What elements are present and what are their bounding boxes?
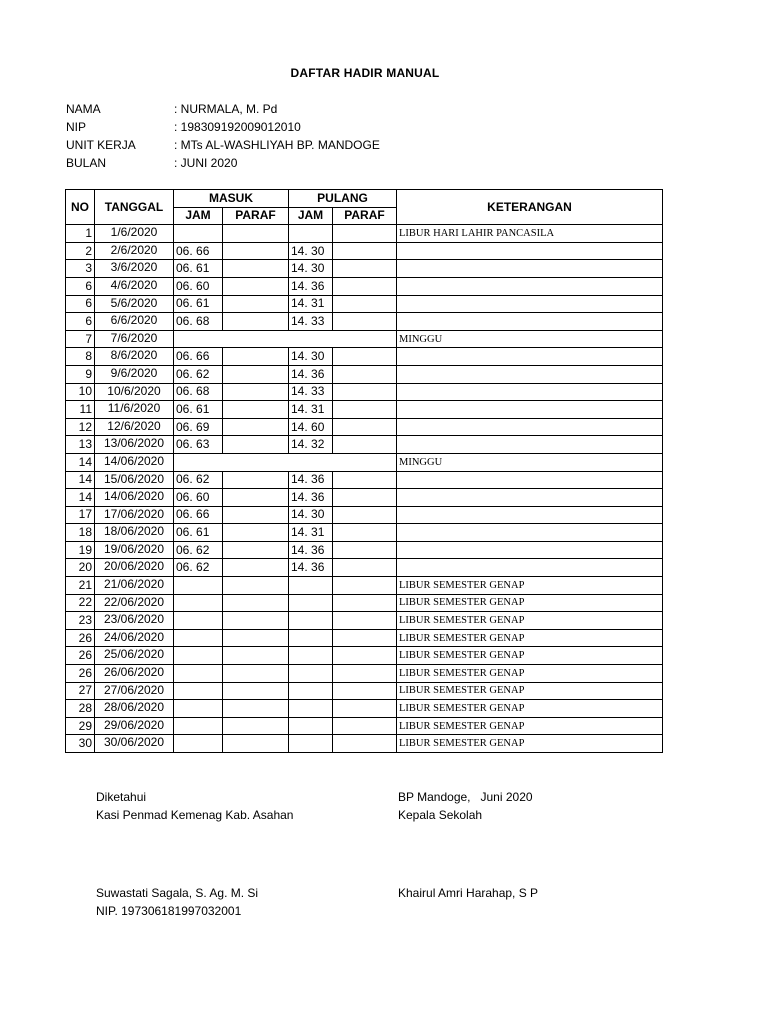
cell-keterangan <box>397 401 663 419</box>
cell-tanggal: 19/06/2020 <box>95 541 174 559</box>
cell-pulang-jam: 14. 31 <box>289 524 333 542</box>
cell-masuk-jam: 06. 68 <box>174 383 223 401</box>
cell-pulang-jam: 14. 36 <box>289 489 333 507</box>
info-label: NIP <box>66 120 87 134</box>
cell-masuk-jam <box>174 700 223 718</box>
cell-pulang-jam <box>289 735 333 753</box>
cell-tanggal: 27/06/2020 <box>95 682 174 700</box>
cell-pulang-paraf <box>333 242 397 260</box>
cell-no: 3 <box>66 260 95 278</box>
cell-keterangan: LIBUR SEMESTER GENAP <box>397 700 663 718</box>
table-row <box>66 594 663 612</box>
cell-pulang-paraf <box>333 647 397 665</box>
cell-pulang-paraf <box>333 559 397 577</box>
cell-no: 22 <box>66 594 95 612</box>
table-row <box>66 383 663 401</box>
cell-keterangan <box>397 383 663 401</box>
header-masuk: MASUK <box>174 190 289 208</box>
cell-tanggal: 20/06/2020 <box>95 559 174 577</box>
table-row <box>66 541 663 559</box>
cell-keterangan <box>397 242 663 260</box>
cell-masuk-paraf <box>223 682 289 700</box>
cell-pulang-jam: 14. 36 <box>289 559 333 577</box>
cell-masuk-jam <box>174 665 223 683</box>
cell-no: 6 <box>66 313 95 331</box>
cell-keterangan <box>397 260 663 278</box>
info-value: : NURMALA, M. Pd <box>174 102 278 116</box>
table-row <box>66 489 663 507</box>
table-row <box>66 418 663 436</box>
document-title: DAFTAR HADIR MANUAL <box>290 66 440 80</box>
cell-masuk-paraf <box>223 577 289 595</box>
cell-masuk-paraf <box>223 471 289 489</box>
table-row <box>66 524 663 542</box>
cell-tanggal: 1/6/2020 <box>95 225 174 243</box>
cell-masuk-paraf <box>223 506 289 524</box>
table-row <box>66 471 663 489</box>
cell-keterangan: LIBUR SEMESTER GENAP <box>397 735 663 753</box>
cell-pulang-jam <box>289 682 333 700</box>
cell-masuk-paraf <box>223 559 289 577</box>
cell-no: 12 <box>66 418 95 436</box>
cell-masuk-jam: 06. 61 <box>174 295 223 313</box>
cell-masuk-paraf <box>223 717 289 735</box>
cell-pulang-paraf <box>333 629 397 647</box>
cell-masuk-paraf <box>223 348 289 366</box>
cell-pulang-jam <box>289 647 333 665</box>
table-row <box>66 348 663 366</box>
cell-no: 14 <box>66 453 95 471</box>
cell-pulang-jam <box>289 717 333 735</box>
cell-pulang-jam: 14. 60 <box>289 418 333 436</box>
header-no: NO <box>66 190 95 225</box>
cell-keterangan <box>397 313 663 331</box>
cell-pulang-jam: 14. 31 <box>289 401 333 419</box>
cell-pulang-paraf <box>333 401 397 419</box>
cell-masuk-jam: 06. 62 <box>174 365 223 383</box>
cell-masuk-paraf <box>223 700 289 718</box>
cell-masuk-jam: 06. 66 <box>174 348 223 366</box>
cell-masuk-jam <box>174 612 223 630</box>
header-pulang: PULANG <box>289 190 397 208</box>
table-row <box>66 577 663 595</box>
cell-pulang-paraf <box>333 489 397 507</box>
cell-no: 26 <box>66 629 95 647</box>
cell-pulang-paraf <box>333 506 397 524</box>
cell-keterangan <box>397 365 663 383</box>
table-row <box>66 277 663 295</box>
cell-keterangan <box>397 506 663 524</box>
cell-masuk-jam <box>174 629 223 647</box>
info-row-nip <box>66 118 380 136</box>
cell-masuk-jam: 06. 66 <box>174 242 223 260</box>
cell-tanggal: 29/06/2020 <box>95 717 174 735</box>
table-row <box>66 735 663 753</box>
cell-pulang-jam: 14. 36 <box>289 541 333 559</box>
cell-masuk-jam: 06. 62 <box>174 559 223 577</box>
cell-pulang-paraf <box>333 577 397 595</box>
signature-left <box>96 788 293 824</box>
info-label: BULAN <box>66 156 107 170</box>
cell-no: 2 <box>66 242 95 260</box>
attendance-table <box>65 189 663 753</box>
cell-pulang-paraf <box>333 313 397 331</box>
cell-no: 21 <box>66 577 95 595</box>
signature-right-name-block <box>398 884 538 902</box>
table-row <box>66 330 663 348</box>
cell-tanggal: 10/6/2020 <box>95 383 174 401</box>
table-row <box>66 717 663 735</box>
cell-masuk-paraf <box>223 260 289 278</box>
info-value: : JUNI 2020 <box>174 156 238 170</box>
cell-pulang-paraf <box>333 365 397 383</box>
cell-keterangan <box>397 471 663 489</box>
cell-masuk-jam <box>174 735 223 753</box>
table-row <box>66 313 663 331</box>
cell-tanggal: 11/6/2020 <box>95 401 174 419</box>
signature-right-line2: Kepala Sekolah <box>398 808 483 822</box>
cell-tanggal: 13/06/2020 <box>95 436 174 454</box>
cell-keterangan <box>397 541 663 559</box>
cell-masuk-paraf <box>223 629 289 647</box>
cell-no: 30 <box>66 735 95 753</box>
signature-right <box>398 788 533 824</box>
cell-keterangan: LIBUR SEMESTER GENAP <box>397 629 663 647</box>
cell-tanggal: 4/6/2020 <box>95 277 174 295</box>
cell-tanggal: 15/06/2020 <box>95 471 174 489</box>
cell-pulang-paraf <box>333 524 397 542</box>
cell-pulang-paraf <box>333 682 397 700</box>
signature-left-nip: NIP. 197306181997032001 <box>96 904 242 918</box>
cell-masuk-paraf <box>223 383 289 401</box>
table-row <box>66 225 663 243</box>
cell-masuk-paraf <box>223 313 289 331</box>
cell-no: 11 <box>66 401 95 419</box>
cell-masuk-jam: 06. 62 <box>174 471 223 489</box>
header-masuk-jam: JAM <box>174 207 223 225</box>
cell-pulang-jam: 14. 33 <box>289 313 333 331</box>
cell-masuk-paraf <box>223 594 289 612</box>
header-tanggal: TANGGAL <box>95 190 174 225</box>
cell-masuk-paraf <box>223 647 289 665</box>
cell-masuk-jam <box>174 682 223 700</box>
cell-pulang-jam <box>289 700 333 718</box>
cell-masuk-paraf <box>223 242 289 260</box>
cell-tanggal: 2/6/2020 <box>95 242 174 260</box>
table-row <box>66 700 663 718</box>
cell-masuk-paraf <box>223 735 289 753</box>
table-row <box>66 506 663 524</box>
cell-tanggal: 30/06/2020 <box>95 735 174 753</box>
table-row <box>66 665 663 683</box>
cell-keterangan <box>397 524 663 542</box>
cell-no: 19 <box>66 541 95 559</box>
cell-pulang-jam: 14. 33 <box>289 383 333 401</box>
cell-no: 6 <box>66 277 95 295</box>
cell-masuk-jam: 06. 60 <box>174 489 223 507</box>
cell-no: 26 <box>66 665 95 683</box>
table-row <box>66 436 663 454</box>
cell-keterangan <box>397 348 663 366</box>
cell-masuk-jam: 06. 61 <box>174 524 223 542</box>
cell-no: 9 <box>66 365 95 383</box>
cell-masuk-jam: 06. 62 <box>174 541 223 559</box>
cell-keterangan: LIBUR SEMESTER GENAP <box>397 717 663 735</box>
cell-keterangan <box>397 489 663 507</box>
cell-masuk-jam <box>174 717 223 735</box>
cell-masuk-paraf <box>223 436 289 454</box>
table-row <box>66 612 663 630</box>
cell-no: 8 <box>66 348 95 366</box>
info-row-bulan <box>66 154 380 172</box>
signature-left-name-block <box>96 884 258 920</box>
cell-tanggal: 24/06/2020 <box>95 629 174 647</box>
table-row <box>66 453 663 471</box>
table-row <box>66 559 663 577</box>
cell-no: 1 <box>66 225 95 243</box>
cell-masuk-jam: 06. 68 <box>174 313 223 331</box>
cell-tanggal: 9/6/2020 <box>95 365 174 383</box>
cell-tanggal: 3/6/2020 <box>95 260 174 278</box>
cell-keterangan: LIBUR SEMESTER GENAP <box>397 665 663 683</box>
signature-right-name: Khairul Amri Harahap, S P <box>398 886 539 900</box>
cell-pulang-paraf <box>333 541 397 559</box>
cell-pulang-jam: 14. 30 <box>289 242 333 260</box>
cell-tanggal: 8/6/2020 <box>95 348 174 366</box>
cell-no: 14 <box>66 489 95 507</box>
cell-pulang-paraf <box>333 735 397 753</box>
info-label: NAMA <box>66 102 101 116</box>
header-keterangan: KETERANGAN <box>397 190 663 225</box>
cell-masuk-jam: 06. 66 <box>174 506 223 524</box>
cell-pulang-paraf <box>333 700 397 718</box>
cell-tanggal: 12/6/2020 <box>95 418 174 436</box>
cell-masuk-jam: 06. 61 <box>174 260 223 278</box>
cell-pulang-paraf <box>333 717 397 735</box>
cell-masuk-jam: 06. 60 <box>174 277 223 295</box>
cell-keterangan: LIBUR SEMESTER GENAP <box>397 647 663 665</box>
cell-keterangan: LIBUR SEMESTER GENAP <box>397 612 663 630</box>
cell-pulang-paraf <box>333 348 397 366</box>
cell-pulang-jam: 14. 30 <box>289 260 333 278</box>
info-row-unit-kerja <box>66 136 380 154</box>
cell-pulang-jam <box>289 612 333 630</box>
cell-keterangan: LIBUR HARI LAHIR PANCASILA <box>397 225 663 243</box>
cell-empty-merged <box>174 453 397 471</box>
cell-tanggal: 14/06/2020 <box>95 489 174 507</box>
cell-tanggal: 25/06/2020 <box>95 647 174 665</box>
cell-keterangan: LIBUR SEMESTER GENAP <box>397 577 663 595</box>
cell-pulang-paraf <box>333 277 397 295</box>
cell-pulang-jam <box>289 629 333 647</box>
cell-masuk-paraf <box>223 225 289 243</box>
cell-no: 18 <box>66 524 95 542</box>
cell-masuk-paraf <box>223 295 289 313</box>
cell-no: 27 <box>66 682 95 700</box>
cell-tanggal: 26/06/2020 <box>95 665 174 683</box>
cell-pulang-paraf <box>333 436 397 454</box>
cell-empty-merged <box>174 330 397 348</box>
cell-no: 23 <box>66 612 95 630</box>
header-masuk-paraf: PARAF <box>223 207 289 225</box>
table-row <box>66 647 663 665</box>
table-row <box>66 260 663 278</box>
cell-keterangan <box>397 436 663 454</box>
cell-pulang-paraf <box>333 225 397 243</box>
cell-masuk-jam: 06. 63 <box>174 436 223 454</box>
cell-no: 14 <box>66 471 95 489</box>
cell-pulang-jam <box>289 594 333 612</box>
cell-masuk-paraf <box>223 489 289 507</box>
cell-keterangan <box>397 277 663 295</box>
table-row <box>66 365 663 383</box>
cell-masuk-paraf <box>223 277 289 295</box>
cell-no: 28 <box>66 700 95 718</box>
cell-tanggal: 21/06/2020 <box>95 577 174 595</box>
cell-pulang-jam: 14. 32 <box>289 436 333 454</box>
cell-pulang-paraf <box>333 471 397 489</box>
cell-tanggal: 7/6/2020 <box>95 330 174 348</box>
info-label: UNIT KERJA <box>66 138 136 152</box>
signature-right-line1: BP Mandoge, Juni 2020 <box>398 790 533 804</box>
cell-tanggal: 6/6/2020 <box>95 313 174 331</box>
cell-tanggal: 23/06/2020 <box>95 612 174 630</box>
cell-pulang-jam: 14. 30 <box>289 348 333 366</box>
cell-tanggal: 5/6/2020 <box>95 295 174 313</box>
cell-pulang-paraf <box>333 418 397 436</box>
cell-pulang-paraf <box>333 665 397 683</box>
cell-pulang-jam: 14. 31 <box>289 295 333 313</box>
header-pulang-paraf: PARAF <box>333 207 397 225</box>
header-pulang-jam: JAM <box>289 207 333 225</box>
table-row <box>66 295 663 313</box>
cell-pulang-jam <box>289 577 333 595</box>
cell-tanggal: 22/06/2020 <box>95 594 174 612</box>
info-value: : 198309192009012010 <box>174 120 301 134</box>
cell-tanggal: 17/06/2020 <box>95 506 174 524</box>
cell-no: 17 <box>66 506 95 524</box>
cell-no: 26 <box>66 647 95 665</box>
cell-pulang-jam: 14. 36 <box>289 471 333 489</box>
cell-masuk-paraf <box>223 418 289 436</box>
cell-pulang-paraf <box>333 594 397 612</box>
cell-masuk-paraf <box>223 665 289 683</box>
cell-keterangan: LIBUR SEMESTER GENAP <box>397 594 663 612</box>
cell-keterangan <box>397 295 663 313</box>
cell-no: 7 <box>66 330 95 348</box>
cell-masuk-paraf <box>223 612 289 630</box>
signature-left-line2: Kasi Penmad Kemenag Kab. Asahan <box>96 808 294 822</box>
cell-tanggal: 28/06/2020 <box>95 700 174 718</box>
cell-no: 20 <box>66 559 95 577</box>
cell-masuk-paraf <box>223 524 289 542</box>
cell-no: 10 <box>66 383 95 401</box>
attendance-rows <box>66 225 663 753</box>
info-value: : MTs AL-WASHLIYAH BP. MANDOGE <box>174 138 380 152</box>
cell-pulang-paraf <box>333 612 397 630</box>
cell-keterangan <box>397 418 663 436</box>
cell-keterangan: MINGGU <box>397 453 663 471</box>
table-row <box>66 682 663 700</box>
cell-pulang-jam: 14. 36 <box>289 277 333 295</box>
cell-pulang-paraf <box>333 295 397 313</box>
cell-pulang-jam <box>289 225 333 243</box>
cell-no: 6 <box>66 295 95 313</box>
cell-masuk-paraf <box>223 541 289 559</box>
cell-no: 13 <box>66 436 95 454</box>
cell-masuk-jam <box>174 594 223 612</box>
signature-left-line1: Diketahui <box>96 790 147 804</box>
signature-left-name: Suwastati Sagala, S. Ag. M. Si <box>96 886 259 900</box>
cell-no: 29 <box>66 717 95 735</box>
cell-masuk-paraf <box>223 365 289 383</box>
cell-keterangan <box>397 559 663 577</box>
cell-tanggal: 14/06/2020 <box>95 453 174 471</box>
cell-masuk-jam <box>174 225 223 243</box>
cell-masuk-jam <box>174 577 223 595</box>
cell-pulang-jam: 14. 30 <box>289 506 333 524</box>
cell-pulang-jam: 14. 36 <box>289 365 333 383</box>
cell-masuk-jam: 06. 61 <box>174 401 223 419</box>
cell-masuk-paraf <box>223 401 289 419</box>
cell-keterangan: LIBUR SEMESTER GENAP <box>397 682 663 700</box>
table-row <box>66 629 663 647</box>
table-row <box>66 242 663 260</box>
info-row-nama <box>66 100 380 118</box>
cell-pulang-jam <box>289 665 333 683</box>
cell-keterangan: MINGGU <box>397 330 663 348</box>
employee-info <box>66 100 380 172</box>
cell-tanggal: 18/06/2020 <box>95 524 174 542</box>
table-row <box>66 401 663 419</box>
cell-masuk-jam: 06. 69 <box>174 418 223 436</box>
cell-masuk-jam <box>174 647 223 665</box>
cell-pulang-paraf <box>333 260 397 278</box>
cell-pulang-paraf <box>333 383 397 401</box>
